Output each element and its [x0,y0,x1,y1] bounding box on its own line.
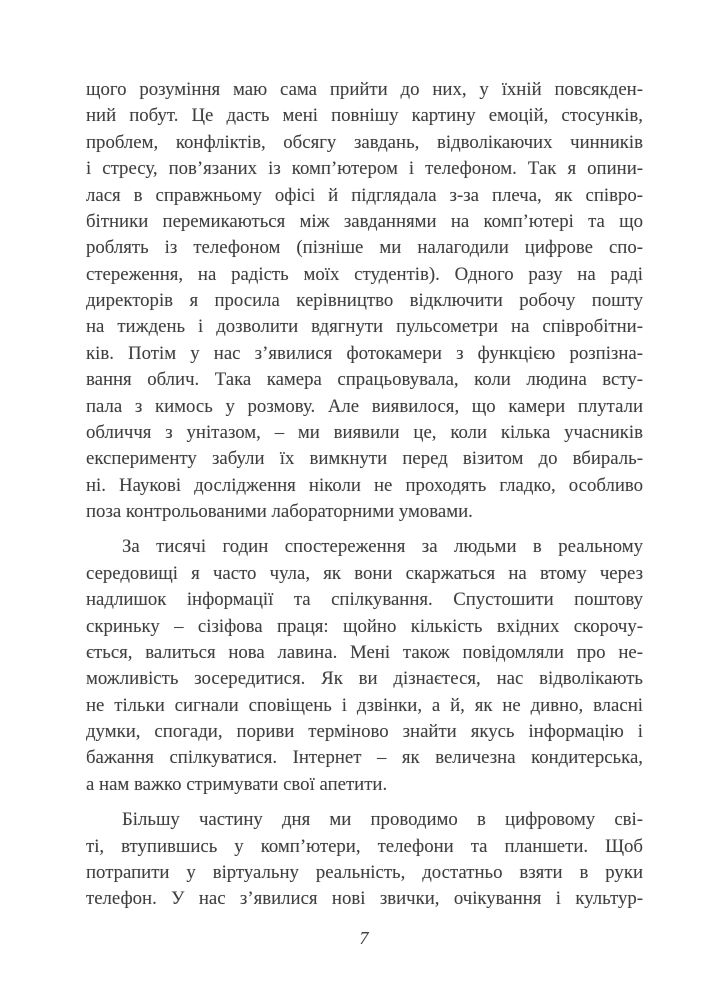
text-line: стереження, на радість моїх студентів). Одного разу на раді [86,263,643,285]
paragraph [86,77,643,525]
text-line: телефон. У нас з’явилися нові звички, очікування і культур- [86,888,643,910]
text-line: За тисячі годин спостереження за людьми в реальному [122,536,643,558]
paragraph [86,807,643,913]
text-line: середовищі я часто чула, як вони скаржаться на втому через [86,562,643,584]
text-line: потрапити у віртуальну реальність, достатньо взяти в руки [86,861,643,883]
text-line: поза контрольованими лабораторними умовами. [86,501,473,522]
text-line: ний побут. Це дасть мені повнішу картину емоцій, стосунків, [86,105,643,127]
text-line: бітники перемикаються між завданнями на комп’ютері та що [86,210,643,232]
text-line: проблем, конфліктів, обсягу завдань, відволікаючих чинників [86,131,643,153]
text-line: експерименту забули їх вимкнути перед візитом до вбираль- [86,448,643,470]
text-line: директорів я просила керівництво відключити робочу пошту [86,290,643,311]
text-line: вання облич. Така камера спрацьовувала, коли людина всту- [86,369,643,391]
text-line: обличчя з унітазом, – ми виявили це, коли кілька учасників [86,421,643,443]
text-line: бажання спілкуватися. Інтернет – як величезна кондитерська, [86,747,643,769]
text-line: роблять із телефоном (пізніше ми налагодили цифрове спо- [86,237,643,259]
text-block [86,77,643,913]
text-line: ків. Потім у нас з’явилися фотокамери з функцією розпізна- [86,342,643,364]
text-line: і стресу, пов’язаних із комп’ютером і телефоном. Так я опини- [86,158,643,180]
text-line: ється, валиться нова лавина. Мені також повідомляли про не- [86,641,643,663]
text-line: скриньку – сізіфова праця: щойно кількість вхідних скорочу- [86,615,643,637]
text-line: пала з кимось у розмову. Але виявилося, що камери плутали [86,395,643,417]
text-line: щого розуміння маю сама прийти до них, у їхній повсякден- [86,79,643,100]
paragraph [86,534,643,798]
text-line: Більшу частину дня ми проводимо в цифровому сві- [122,809,643,831]
text-line: на тиждень і дозволити вдягнути пульсометри на співробітни- [86,316,643,338]
page-number: 7 [359,928,369,948]
text-line: а нам важко стримувати свої апетити. [86,773,388,795]
text-line: думки, спогади, пориви терміново знайти якусь інформацію і [86,721,643,742]
text-line: не тільки сигнали сповіщень і дзвінки, а й, як не дивно, власні [86,694,643,716]
text-line: ні. Наукові дослідження ніколи не проходять гладко, особливо [86,474,643,496]
text-line: ті, втупившись у комп’ютери, телефони та планшети. Щоб [86,835,643,857]
text-line: надлишок інформації та спілкування. Спустошити поштову [86,589,643,611]
text-line: лася в справжньому офісі й підглядала з-за плеча, як співро- [86,184,643,206]
text-line: можливість зосередитися. Як ви дізнаєтеся, нас відволікають [86,668,643,690]
